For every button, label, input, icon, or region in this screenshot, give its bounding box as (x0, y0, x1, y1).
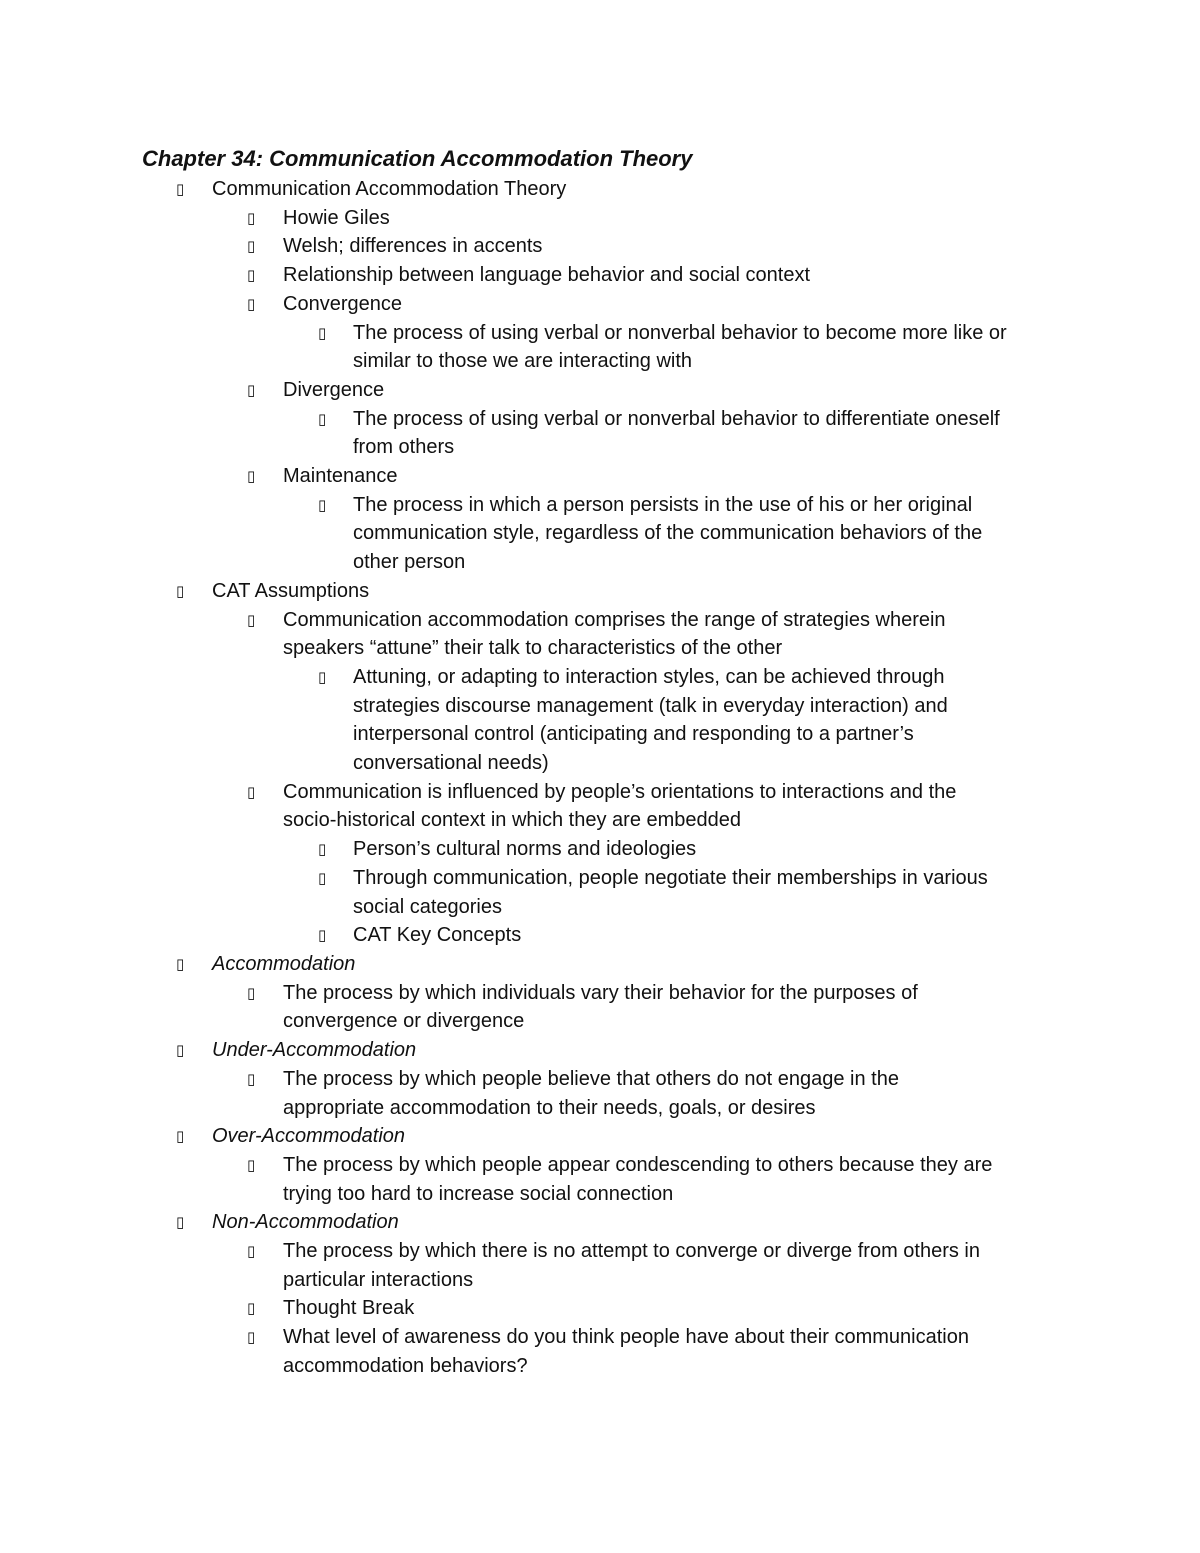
outline-line (0, 290, 1200, 319)
bullet-icon: ▯ (318, 409, 327, 428)
outline-line (0, 1266, 1200, 1295)
outline-line (0, 1180, 1200, 1209)
outline-line-text: Communication accommodation comprises the range of strategies wherein (283, 608, 946, 631)
outline-line (0, 1208, 1200, 1237)
outline-line (0, 749, 1200, 778)
outline-line-text: Maintenance (283, 465, 398, 488)
bullet-icon: ▯ (247, 380, 256, 399)
outline-line-text: Communication is influenced by people’s orientations to interactions and the (283, 780, 957, 803)
bullet-icon: ▯ (247, 1242, 256, 1261)
outline-line (0, 1323, 1200, 1352)
outline-line (0, 1007, 1200, 1036)
outline-line-text: Attuning, or adapting to interaction styles, can be achieved through (353, 665, 945, 688)
bullet-icon: ▯ (247, 266, 256, 285)
bullet-icon: ▯ (247, 467, 256, 486)
outline-line (0, 921, 1200, 950)
outline-line (0, 864, 1200, 893)
outline-line-text: strategies discourse management (talk in everyday interaction) and (353, 694, 948, 717)
outline-line-text: conversational needs) (353, 752, 549, 775)
outline-line-text: Person’s cultural norms and ideologies (353, 838, 697, 861)
outline-line (0, 1036, 1200, 1065)
outline-line-text: Under-Accommodation (212, 1039, 417, 1062)
bullet-icon: ▯ (247, 782, 256, 801)
outline-line-text: CAT Key Concepts (353, 924, 522, 947)
outline-line (0, 1065, 1200, 1094)
bullet-icon: ▯ (176, 1041, 185, 1060)
outline-line (0, 519, 1200, 548)
outline-line (0, 1237, 1200, 1266)
outline-line-text: Communication Accommodation Theory (212, 178, 567, 200)
outline-line-text: socio-historical context in which they are embedded (283, 809, 742, 832)
outline-line (0, 261, 1200, 290)
outline-line-text: Howie Giles (283, 206, 390, 229)
bullet-icon: ▯ (318, 667, 327, 686)
outline-line (0, 1122, 1200, 1151)
bullet-icon: ▯ (318, 868, 327, 887)
outline-line-text: convergence or divergence (283, 1010, 525, 1033)
outline-line (0, 634, 1200, 663)
bullet-icon: ▯ (247, 1155, 256, 1174)
outline-line (0, 979, 1200, 1008)
outline-line-text: Non-Accommodation (212, 1211, 399, 1234)
outline-line-text: Accommodation (212, 952, 356, 975)
outline-line-text: interpersonal control (anticipating and responding to a partner’s (353, 723, 914, 746)
outline-line (0, 893, 1200, 922)
outline-line (0, 462, 1200, 491)
outline-line (0, 835, 1200, 864)
outline-line (0, 433, 1200, 462)
outline-line (0, 204, 1200, 233)
outline-line-text: Welsh; differences in accents (283, 235, 543, 258)
outline-line (0, 491, 1200, 520)
outline-line-text: particular interactions (283, 1268, 474, 1291)
outline-line (0, 548, 1200, 577)
bullet-icon: ▯ (247, 294, 256, 313)
outline-line-text: The process by which people believe that others do not engage in the (283, 1067, 899, 1090)
outline-line-text: Thought Break (283, 1297, 415, 1320)
outline-line-text: Divergence (283, 378, 385, 401)
bullet-icon: ▯ (247, 1299, 256, 1318)
outline-line-text: from others (353, 436, 455, 459)
outline-line-text: The process by which individuals vary their behavior for the purposes of (283, 981, 918, 1004)
outline-line (0, 577, 1200, 606)
outline-line-text: The process by which people appear condescending to others because they are (283, 1153, 993, 1176)
outline-line (0, 663, 1200, 692)
outline-line-text: CAT Assumptions (212, 579, 370, 602)
outline-line-text: speakers “attune” their talk to characteristics of the other (283, 637, 783, 660)
bullet-icon: ▯ (176, 1213, 185, 1232)
outline-list (0, 175, 1200, 1381)
outline-line (0, 232, 1200, 261)
outline-line-text: The process by which there is no attempt to converge or diverge from others in (283, 1240, 981, 1263)
bullet-icon: ▯ (318, 926, 327, 945)
outline-line (0, 806, 1200, 835)
bullet-icon: ▯ (176, 954, 185, 973)
outline-line-text: Over-Accommodation (212, 1125, 406, 1148)
outline-line-text: communication style, regardless of the communication behaviors of the (353, 522, 983, 545)
outline-line (0, 319, 1200, 348)
outline-line-text: social categories (353, 895, 502, 918)
bullet-icon: ▯ (318, 840, 327, 859)
bullet-icon: ▯ (318, 495, 327, 514)
outline-line (0, 405, 1200, 434)
outline-line-text: Relationship between language behavior and social context (283, 264, 811, 287)
outline-line (0, 347, 1200, 376)
outline-line (0, 720, 1200, 749)
outline-line (0, 778, 1200, 807)
outline-line (0, 1294, 1200, 1323)
bullet-icon: ▯ (318, 323, 327, 342)
bullet-icon: ▯ (247, 237, 256, 256)
bullet-icon: ▯ (247, 1069, 256, 1088)
outline-line-text: trying too hard to increase social connection (283, 1182, 674, 1205)
outline-line-text: Convergence (283, 292, 402, 315)
outline-line-text: Through communication, people negotiate their memberships in various (353, 866, 988, 889)
outline-line (0, 1352, 1200, 1381)
bullet-icon: ▯ (247, 983, 256, 1002)
outline-line-text: What level of awareness do you think people have about their communication (283, 1326, 969, 1349)
page-title: Chapter 34: Communication Accommodation Theory (142, 146, 693, 171)
bullet-icon: ▯ (176, 1127, 185, 1146)
outline-line (0, 950, 1200, 979)
outline-line (0, 175, 1200, 204)
outline-line-text: accommodation behaviors? (283, 1354, 528, 1377)
outline-line-text: The process of using verbal or nonverbal behavior to become more like or (353, 321, 1007, 344)
bullet-icon: ▯ (247, 208, 256, 227)
outline-line (0, 692, 1200, 721)
outline-line (0, 376, 1200, 405)
bullet-icon: ▯ (176, 180, 185, 198)
outline-line-text: other person (353, 551, 466, 574)
outline-line-text: The process of using verbal or nonverbal behavior to differentiate oneself (353, 407, 1000, 430)
outline-line (0, 1151, 1200, 1180)
outline-line (0, 606, 1200, 635)
bullet-icon: ▯ (247, 610, 256, 629)
outline-line-text: similar to those we are interacting with (353, 350, 693, 373)
outline-line (0, 1094, 1200, 1123)
bullet-icon: ▯ (247, 1328, 256, 1347)
outline-line-text: The process in which a person persists in the use of his or her original (353, 493, 973, 516)
bullet-icon: ▯ (176, 581, 185, 600)
outline-line-text: appropriate accommodation to their needs, goals, or desires (283, 1096, 816, 1119)
